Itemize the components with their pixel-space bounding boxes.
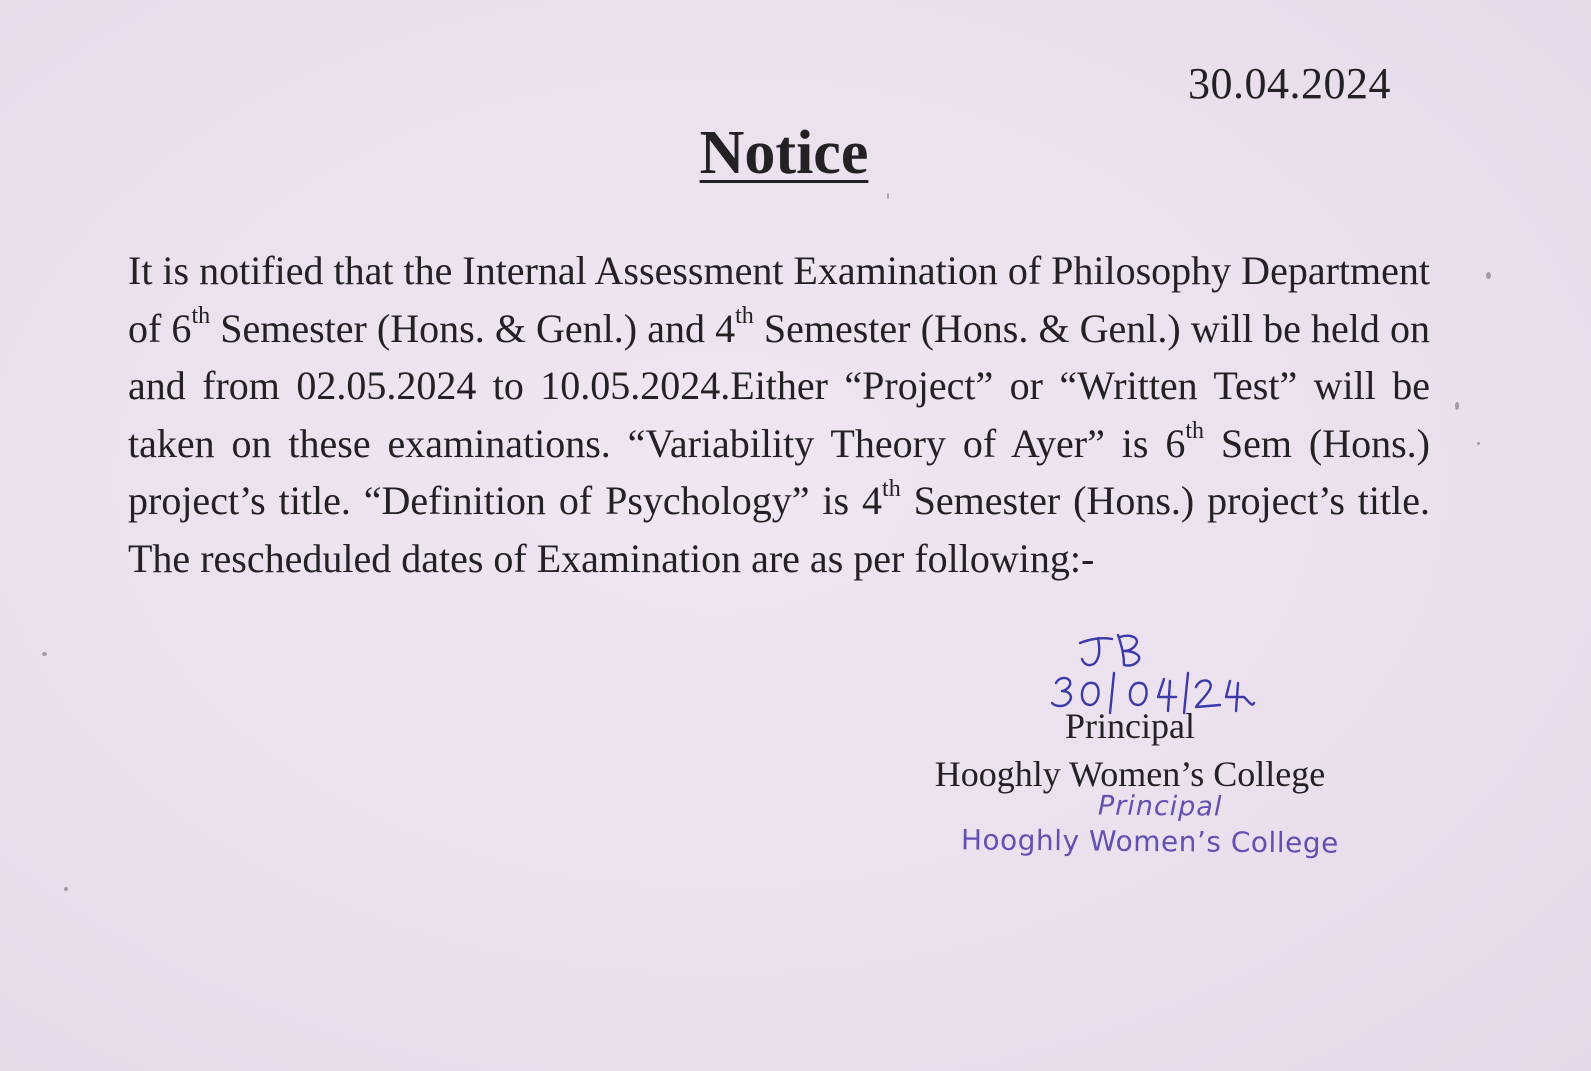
paper-speck — [1477, 442, 1480, 445]
paper-speck — [1455, 402, 1459, 410]
notice-body-paragraph: It is notified that the Internal Assessment Examination of Philosophy Department of 6th Semester (Hons. & Genl.) and 4th Semester (Hons. & Genl.) will be held on and from 02.05.2024 to 10.05.2024.Either “Project” or “Written Test” will be taken on these examinations. “Variability Theory of Ayer” is 6th Sem (Hons.) project’s title. “Definition of Psychology” is 4th Semester (Hons.) project’s title. The rescheduled dates of Examination are as per following:- — [128, 248, 1431, 581]
stamp-designation: Principal — [1097, 790, 1223, 823]
paper-speck — [64, 887, 68, 891]
paper-speck — [42, 652, 47, 656]
paper-speck — [887, 193, 889, 199]
signatory-institution: Hooghly Women’s College — [934, 754, 1326, 794]
paper-speck — [1486, 272, 1491, 279]
notice-title: Notice — [699, 119, 869, 187]
signatory-block — [920, 702, 1340, 798]
signatory-designation: Principal — [1065, 706, 1195, 746]
notice-body — [128, 242, 1430, 587]
stamp-institution: Hooghly Women’s College — [960, 823, 1339, 860]
principal-rubber-stamp — [960, 788, 1341, 861]
notice-date: 30.04.2024 — [1188, 59, 1391, 108]
